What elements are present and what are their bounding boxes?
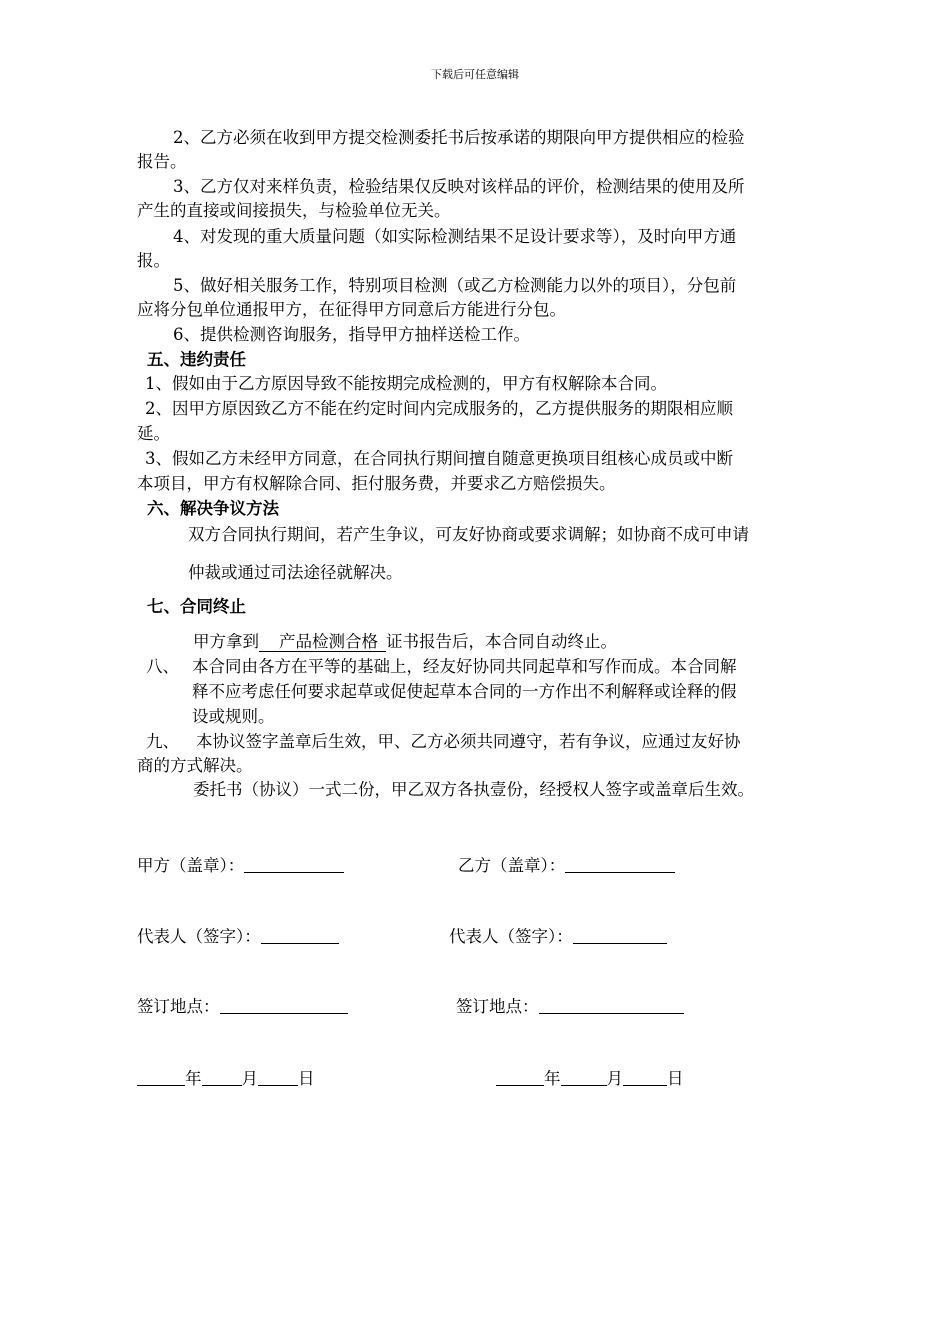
clause-4-2-line-2: 报告。: [137, 152, 187, 171]
section-8-line-1: 本合同由各方在平等的基础上，经友好协同共同起草和写作而成。本合同解: [192, 657, 737, 676]
date-a: [137, 1068, 315, 1090]
rep-b: [449, 926, 667, 948]
section-5-heading: 五、违约责任: [147, 350, 246, 369]
clause-5-3-line-1: 3、假如乙方未经甲方同意，在合同执行期间擅自随意更换项目组核心成员或中断: [145, 449, 733, 468]
clause-5-2-line-1: 2、因甲方原因致乙方不能在约定时间内完成服务的，乙方提供服务的期限相应顺: [145, 399, 733, 418]
clause-4-5-line-2: 应将分包单位通报甲方，在征得甲方同意后方能进行分包。: [137, 300, 566, 319]
rep-a-label: 代表人（签字）：: [137, 927, 261, 946]
date-a-day-label: 日: [298, 1069, 315, 1088]
party-b-seal-label: 乙方（盖章）：: [458, 856, 566, 875]
section-9-line-2: 商的方式解决。: [137, 756, 253, 775]
place-a: [137, 996, 348, 1018]
clause-4-2-line-1: 2、乙方必须在收到甲方提交检测委托书后按承诺的期限向甲方提供相应的检验: [173, 128, 745, 147]
clause-5-2-line-2: 延。: [137, 424, 170, 443]
product-qualified-field: 产品检测合格: [259, 632, 386, 652]
date-a-year-label: 年: [185, 1069, 202, 1088]
rep-a-blank[interactable]: [261, 927, 339, 944]
section-6-line-1: 双方合同执行期间，若产生争议，可友好协商或要求调解；如协商不成可申请: [188, 525, 749, 544]
date-b-day-blank[interactable]: [623, 1069, 667, 1086]
rep-b-blank[interactable]: [573, 927, 667, 944]
date-b-year-blank[interactable]: [496, 1069, 544, 1086]
place-a-label: 签订地点：: [137, 997, 220, 1016]
place-a-blank[interactable]: [220, 997, 348, 1014]
section-9-label: 九、: [146, 732, 179, 751]
section-7-heading: 七、合同终止: [147, 597, 246, 616]
section-8-line-2: 释不应考虑任何要求起草或促使起草本合同的一方作出不利解释或诠释的假: [192, 682, 737, 701]
date-a-year-blank[interactable]: [137, 1069, 185, 1086]
date-a-month-blank[interactable]: [202, 1069, 242, 1086]
date-a-month-label: 月: [241, 1069, 258, 1088]
clause-4-5-line-1: 5、做好相关服务工作，特别项目检测（或乙方检测能力以外的项目），分包前: [173, 276, 737, 295]
section-9-line-1: 本协议签字盖章后生效，甲、乙方必须共同遵守，若有争议，应通过友好协: [196, 732, 741, 751]
section-9-line-3: 委托书（协议）一式二份，甲乙双方各执壹份，经授权人签字或盖章后生效。: [193, 780, 754, 799]
clause-4-3-line-1: 3、乙方仅对来样负责，检验结果仅反映对该样品的评价，检测结果的使用及所: [173, 177, 745, 196]
section-7-line: [193, 631, 617, 653]
clause-4-6: 6、提供检测咨询服务，指导甲方抽样送检工作。: [173, 325, 530, 344]
rep-a: [137, 926, 339, 948]
section-8-label: 八、: [146, 657, 179, 676]
place-b: [456, 996, 684, 1018]
clause-4-3-line-2: 产生的直接或间接损失，与检验单位无关。: [137, 201, 451, 220]
place-b-label: 签订地点：: [456, 997, 539, 1016]
party-b-seal-blank[interactable]: [565, 856, 675, 873]
date-b-day-label: 日: [667, 1069, 684, 1088]
section-7-text-a: 甲方拿到: [193, 632, 259, 651]
page-header: 下载后可任意编辑: [431, 68, 519, 81]
clause-4-4-line-2: 报。: [137, 251, 170, 270]
section-6-heading: 六、解决争议方法: [147, 499, 279, 518]
rep-b-label: 代表人（签字）：: [449, 927, 573, 946]
section-6-line-2: 仲裁或通过司法途径就解决。: [188, 563, 403, 582]
date-b-month-blank[interactable]: [561, 1069, 607, 1086]
date-b: [496, 1068, 684, 1090]
section-8-line-3: 设或规则。: [192, 707, 275, 726]
clause-5-3-line-2: 本项目，甲方有权解除合同、拒付服务费，并要求乙方赔偿损失。: [137, 474, 616, 493]
clause-5-1: 1、假如由于乙方原因导致不能按期完成检测的，甲方有权解除本合同。: [145, 374, 667, 393]
section-7-text-b: 证书报告后，本合同自动终止。: [386, 632, 617, 651]
clause-4-4-line-1: 4、对发现的重大质量问题（如实际检测结果不足设计要求等），及时向甲方通: [173, 227, 737, 246]
party-a-seal: [137, 855, 344, 877]
date-b-month-label: 月: [606, 1069, 623, 1088]
party-a-seal-label: 甲方（盖章）：: [137, 856, 245, 875]
place-b-blank[interactable]: [539, 997, 684, 1014]
date-b-year-label: 年: [544, 1069, 561, 1088]
date-a-day-blank[interactable]: [258, 1069, 298, 1086]
party-a-seal-blank[interactable]: [244, 856, 344, 873]
party-b-seal: [458, 855, 675, 877]
